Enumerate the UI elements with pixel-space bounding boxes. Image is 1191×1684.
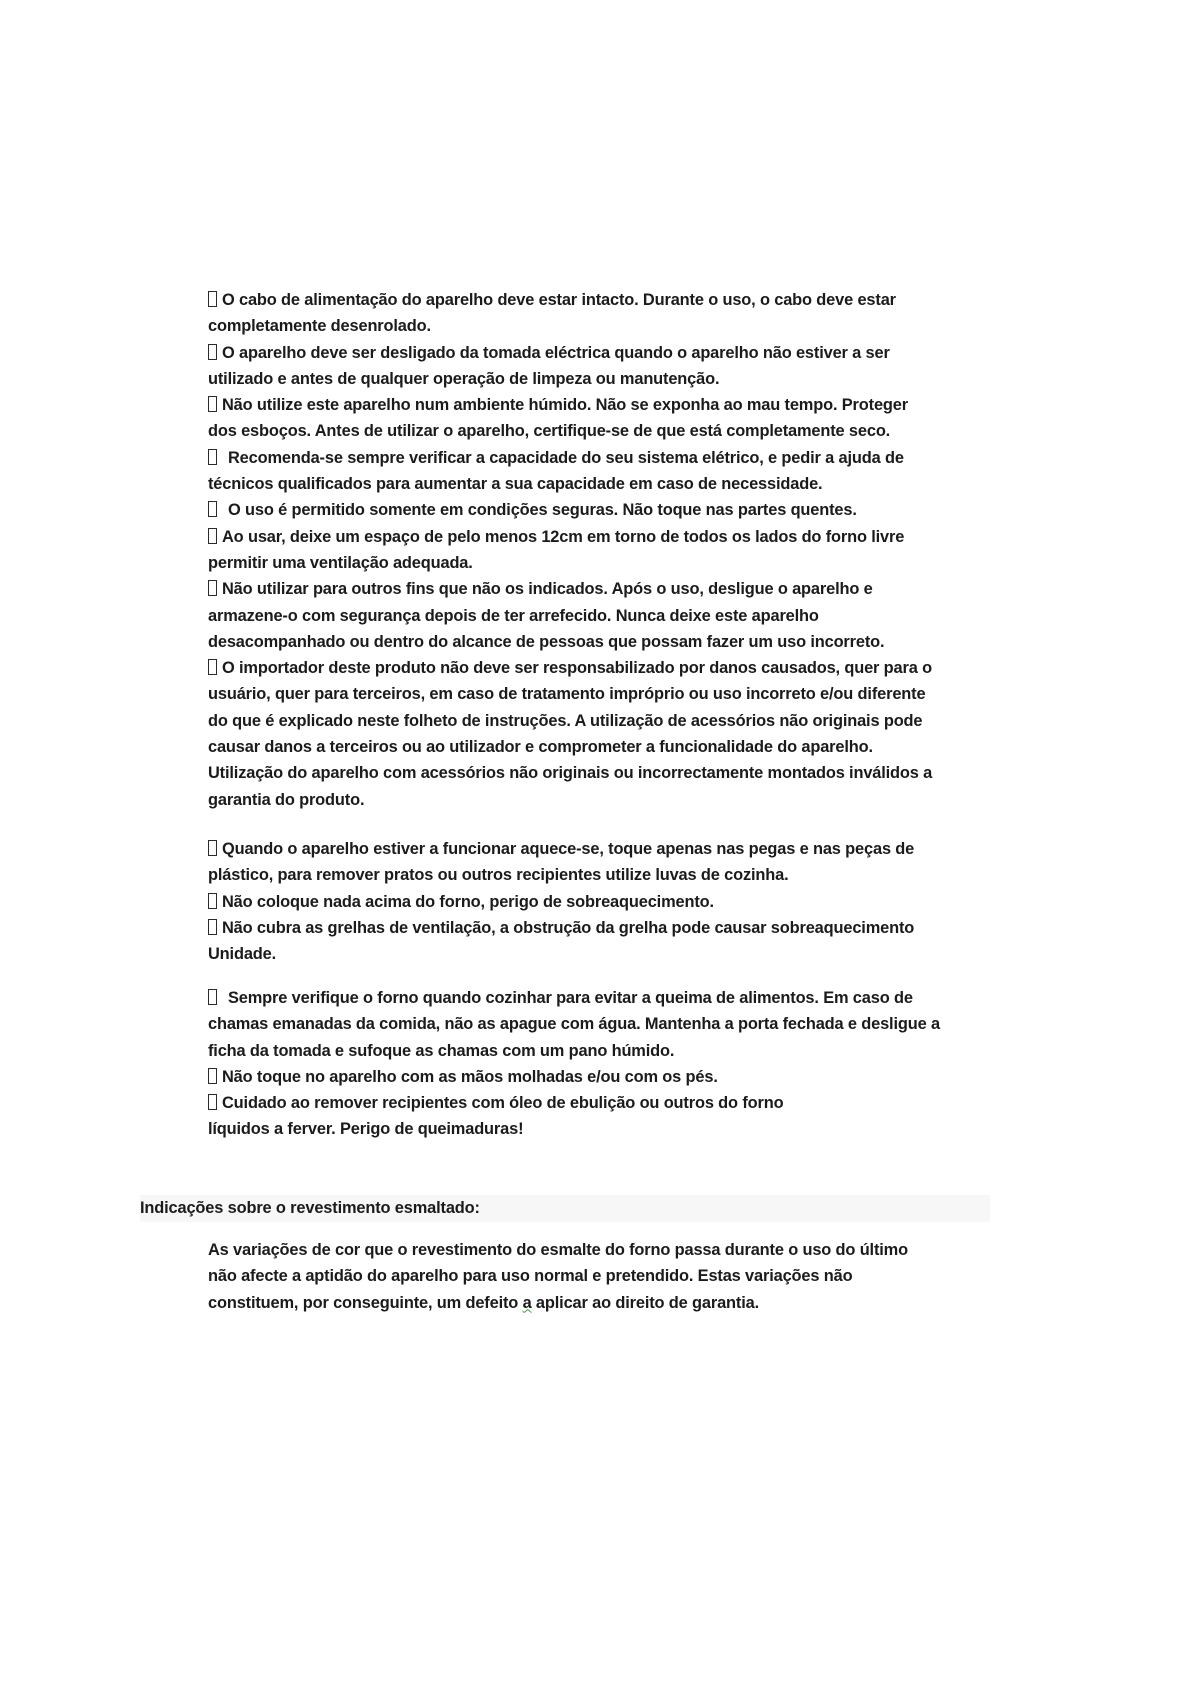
- list-item: [208, 287, 988, 340]
- list-item: [208, 576, 988, 655]
- checkbox-glyph-icon: [208, 344, 217, 360]
- list-item: [208, 497, 988, 523]
- safety-instructions-block-1: [208, 287, 988, 813]
- checkbox-glyph-icon: [208, 659, 217, 675]
- line: Unidade.: [208, 945, 277, 964]
- line: Não coloque nada acima do forno, perigo de sobreaquecimento.: [222, 892, 714, 911]
- section-heading: Indicações sobre o revestimento esmaltado:: [140, 1195, 990, 1222]
- line: O aparelho deve ser desligado da tomada eléctrica quando o aparelho não estiver a ser: [222, 343, 890, 362]
- list-item: [208, 340, 988, 393]
- line: utilizado e antes de qualquer operação de limpeza ou manutenção.: [208, 369, 720, 388]
- line: plástico, para remover pratos ou outros recipientes utilize luvas de cozinha.: [208, 866, 789, 885]
- line: ficha da tomada e sufoque as chamas com um pano húmido.: [208, 1041, 675, 1060]
- line: armazene-o com segurança depois de ter arrefecido. Nunca deixe este aparelho: [208, 606, 819, 625]
- checkbox-glyph-icon: [208, 528, 217, 544]
- line: Não utilizar para outros fins que não os indicados. Após o uso, desligue o aparelho e: [222, 580, 873, 599]
- safety-instructions-block-2: [208, 836, 988, 967]
- line: não afecte a aptidão do aparelho para uso normal e pretendido. Estas variações não: [208, 1267, 853, 1286]
- safety-instructions-block-3: [208, 985, 988, 1143]
- checkbox-glyph-icon: [208, 291, 217, 307]
- list-item: [208, 836, 988, 889]
- list-item: [208, 524, 988, 577]
- list-item: [208, 985, 988, 1064]
- list-item: [208, 889, 988, 915]
- checkbox-glyph-icon: [208, 396, 217, 412]
- line: constituem, por conseguinte, um defeito: [208, 1293, 523, 1312]
- list-item: [208, 915, 988, 968]
- line: garantia do produto.: [208, 790, 365, 809]
- line: Quando o aparelho estiver a funcionar aquece-se, toque apenas nas pegas e nas peças de: [222, 840, 915, 858]
- line: O uso é permitido somente em condições seguras. Não toque nas partes quentes.: [228, 501, 857, 520]
- list-item: [208, 1090, 988, 1143]
- spellcheck-marked-word: a: [522, 1293, 532, 1312]
- line: As variações de cor que o revestimento do esmalte do forno passa durante o uso do último: [208, 1241, 908, 1259]
- line: do que é explicado neste folheto de instruções. A utilização de acessórios não originais pode: [208, 711, 923, 730]
- checkbox-glyph-icon: [208, 1068, 217, 1084]
- line: Utilização do aparelho com acessórios não originais ou incorrectamente montados inválidos a: [208, 764, 933, 783]
- line: completamente desenrolado.: [208, 317, 431, 336]
- line: O cabo de alimentação do aparelho deve estar intacto. Durante o uso, o cabo deve estar: [222, 291, 896, 309]
- line: O importador deste produto não deve ser responsabilizado por danos causados, quer para o: [222, 659, 932, 678]
- checkbox-glyph-icon: [208, 580, 217, 596]
- checkbox-glyph-icon: [208, 449, 217, 465]
- line: causar danos a terceiros ou ao utilizador e comprometer a funcionalidade do aparelho.: [208, 738, 873, 757]
- checkbox-glyph-icon: [208, 1094, 217, 1110]
- line: usuário, quer para terceiros, em caso de tratamento impróprio ou uso incorreto e/ou diferente: [208, 685, 926, 704]
- list-item: [208, 655, 988, 813]
- line: técnicos qualificados para aumentar a sua capacidade em caso de necessidade.: [208, 475, 823, 494]
- line: dos esboços. Antes de utilizar o aparelho, certifique-se de que está completamente seco.: [208, 422, 891, 441]
- list-item: [208, 445, 988, 498]
- line: chamas emanadas da comida, não as apague com água. Mantenha a porta fechada e desligue a: [208, 1015, 940, 1034]
- checkbox-glyph-icon: [208, 893, 217, 909]
- line: desacompanhado ou dentro do alcance de pessoas que possam fazer um uso incorreto.: [208, 632, 885, 651]
- checkbox-glyph-icon: [208, 919, 217, 935]
- line: aplicar ao direito de garantia.: [531, 1293, 760, 1312]
- enamel-paragraph: [208, 1237, 988, 1316]
- line: líquidos a ferver. Perigo de queimaduras!: [208, 1120, 524, 1139]
- line: Ao usar, deixe um espaço de pelo menos 12cm em torno de todos os lados do forno livre: [222, 527, 905, 546]
- line: Não cubra as grelhas de ventilação, a obstrução da grelha pode causar sobreaquecimento: [222, 918, 915, 937]
- line: Cuidado ao remover recipientes com óleo de ebulição ou outros do forno: [222, 1094, 784, 1113]
- line: Não utilize este aparelho num ambiente húmido. Não se exponha ao mau tempo. Proteger: [222, 396, 908, 415]
- checkbox-glyph-icon: [208, 840, 217, 856]
- line: Não toque no aparelho com as mãos molhadas e/ou com os pés.: [222, 1067, 718, 1086]
- line: Recomenda-se sempre verificar a capacidade do seu sistema elétrico, e pedir a ajuda de: [228, 448, 904, 467]
- line: permitir uma ventilação adequada.: [208, 553, 473, 572]
- checkbox-glyph-icon: [208, 989, 217, 1005]
- line: Sempre verifique o forno quando cozinhar para evitar a queima de alimentos. Em caso de: [228, 989, 913, 1007]
- checkbox-glyph-icon: [208, 501, 217, 517]
- list-item: [208, 1064, 988, 1090]
- list-item: [208, 392, 988, 445]
